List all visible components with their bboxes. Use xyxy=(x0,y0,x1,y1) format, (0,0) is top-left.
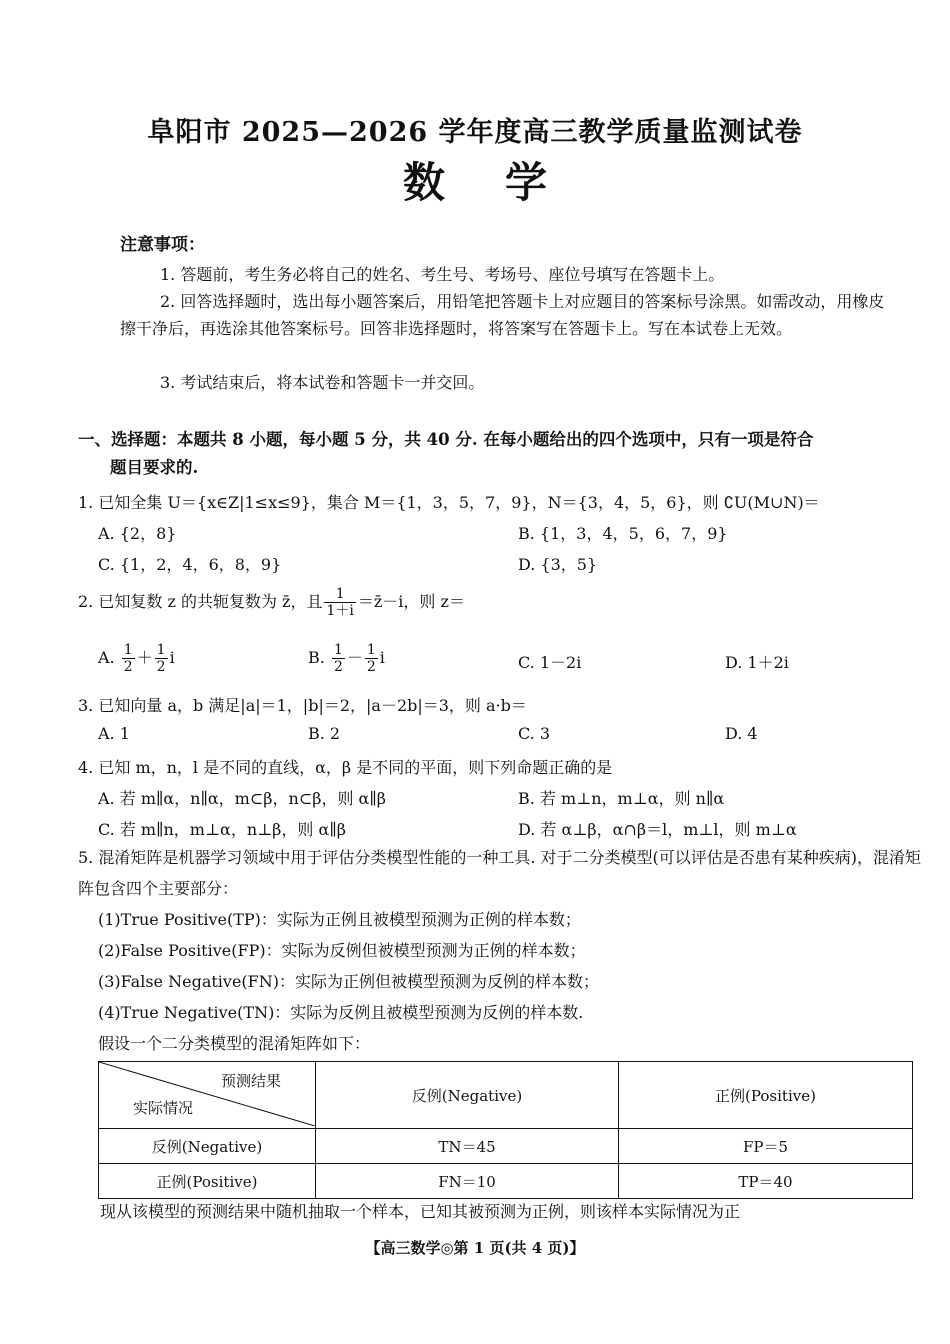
question-2-stem-pre: 2. 已知复数 z 的共轭复数为 z̄，且 xyxy=(78,592,323,611)
table-row xyxy=(99,1164,913,1199)
fraction xyxy=(155,642,168,675)
cell-fn: FN＝10 xyxy=(316,1164,619,1199)
page-footer: 【高三数学◎第 1 页(共 4 页)】 xyxy=(365,1239,585,1257)
table-header-row xyxy=(99,1062,913,1129)
question-5-item-1: (1)True Positive(TP)：实际为正例且被模型预测为正例的样本数； xyxy=(98,910,581,929)
question-2-stem-post: ＝z̄－i，则 z＝ xyxy=(357,592,465,611)
diagonal-line xyxy=(99,1062,315,1126)
table-corner-cell xyxy=(99,1062,316,1129)
notes-heading: 注意事项： xyxy=(120,235,205,255)
fraction-numerator: 1 xyxy=(156,642,166,658)
question-5-assumption: 假设一个二分类模型的混淆矩阵如下： xyxy=(98,1034,371,1053)
question-5-intro: 5. 混淆矩阵是机器学习领域中用于评估分类模型性能的一种工具. 对于二分类模型(可以评估是否患有某种疾病)，混淆矩阵包含四个主要部分： xyxy=(78,848,922,898)
imaginary-unit: i xyxy=(169,648,175,667)
question-3-option-c: C. 3 xyxy=(518,724,551,743)
question-4-option-a: A. 若 m∥α，n∥α，m⊂β，n⊂β，则 α∥β xyxy=(98,789,387,808)
question-1-option-a: A. {2，8} xyxy=(98,524,177,543)
option-label: B. xyxy=(308,648,325,667)
question-5-item-2: (2)False Positive(FP)：实际为反例但被模型预测为正例的样本数； xyxy=(98,941,586,960)
fraction-numerator: 1 xyxy=(123,642,133,658)
question-2-fraction xyxy=(324,586,355,619)
fraction-numerator: 1 xyxy=(366,642,376,658)
fraction xyxy=(365,642,378,675)
question-3-option-b: B. 2 xyxy=(308,724,341,743)
operator: ＋ xyxy=(136,648,153,667)
row-header-negative: 反例(Negative) xyxy=(99,1129,316,1164)
note-item-3: 3. 考试结束后，将本试卷和答题卡一并交回。 xyxy=(160,373,485,392)
question-2-option-c: C. 1－2i xyxy=(518,653,582,672)
note-item-1: 1. 答题前，考生务必将自己的姓名、考生号、考场号、座位号填写在答题卡上。 xyxy=(160,265,725,284)
question-4-option-c: C. 若 m∥n，m⊥α，n⊥β，则 α∥β xyxy=(98,820,346,839)
question-3-option-d: D. 4 xyxy=(725,724,758,743)
question-5-tail: 现从该模型的预测结果中随机抽取一个样本，已知其被预测为正例，则该样本实际情况为正 xyxy=(100,1202,741,1221)
fraction xyxy=(122,642,135,675)
note-item-2: 2. 回答选择题时，选出每小题答案后，用铅笔把答题卡上对应题目的答案标号涂黑。如需改动，用橡皮擦干净后，再选涂其他答案标号。回答非选择题时，将答案写在答题卡上。写在本试卷上无效。 xyxy=(120,292,885,338)
fraction-denominator: 1＋i xyxy=(326,603,354,619)
fraction-numerator: 1 xyxy=(333,642,343,658)
imaginary-unit: i xyxy=(379,648,385,667)
corner-label-actual: 实际情况 xyxy=(133,1099,194,1117)
option-label: A. xyxy=(98,648,115,667)
fraction-numerator: 1 xyxy=(324,586,355,603)
operator: － xyxy=(346,648,363,667)
question-4-option-d: D. 若 α⊥β，α∩β＝l，m⊥l，则 m⊥α xyxy=(518,820,797,839)
question-3-option-a: A. 1 xyxy=(98,724,130,743)
table-row xyxy=(99,1129,913,1164)
section-heading-line2: 题目要求的. xyxy=(110,458,199,477)
question-2-option-a xyxy=(98,642,175,675)
section-heading-line1: 一、选择题：本题共 8 小题，每小题 5 分，共 40 分. 在每小题给出的四个选项中，只有一项是符合 xyxy=(78,430,814,449)
cell-tn: TN＝45 xyxy=(316,1129,619,1164)
cell-fp: FP＝5 xyxy=(619,1129,913,1164)
row-header-positive: 正例(Positive) xyxy=(99,1164,316,1199)
question-2-option-d: D. 1＋2i xyxy=(725,653,789,672)
corner-label-predicted: 预测结果 xyxy=(220,1072,281,1090)
confusion-matrix-table xyxy=(98,1061,913,1199)
question-1-option-b: B. {1，3，4，5，6，7，9} xyxy=(518,524,728,543)
question-4-stem: 4. 已知 m，n，l 是不同的直线，α，β 是不同的平面，则下列命题正确的是 xyxy=(78,758,613,777)
section-heading xyxy=(78,426,928,482)
fraction xyxy=(332,642,345,675)
question-1-stem: 1. 已知全集 U＝{x∈Z|1≤x≤9}，集合 M＝{1，3，5，7，9}，N＝{3，4，5，6}，则 ∁U(M∪N)＝ xyxy=(78,493,820,512)
fraction-denominator: 2 xyxy=(333,659,343,675)
fraction-denominator: 2 xyxy=(156,659,166,675)
question-5-item-3: (3)False Negative(FN)：实际为正例但被模型预测为反例的样本数； xyxy=(98,972,599,991)
column-header-positive: 正例(Positive) xyxy=(619,1062,913,1129)
question-3-stem: 3. 已知向量 a，b 满足|a|＝1，|b|＝2，|a－2b|＝3，则 a·b＝ xyxy=(78,696,527,715)
question-1-option-d: D. {3，5} xyxy=(518,555,598,574)
subject-title: 数学 xyxy=(402,158,607,207)
question-1-option-c: C. {1，2，4，6，8，9} xyxy=(98,555,282,574)
fraction-denominator: 2 xyxy=(366,659,376,675)
cell-tp: TP＝40 xyxy=(619,1164,913,1199)
question-2-option-b xyxy=(308,642,385,675)
question-4-option-b: B. 若 m⊥n，m⊥α，则 n∥α xyxy=(518,789,725,808)
column-header-negative: 反例(Negative) xyxy=(316,1062,619,1129)
fraction-denominator: 2 xyxy=(123,659,133,675)
question-5-item-4: (4)True Negative(TN)：实际为反例且被模型预测为反例的样本数. xyxy=(98,1003,584,1022)
exam-title: 阜阳市 2025—2026 学年度高三教学质量监测试卷 xyxy=(147,117,803,148)
question-2-stem xyxy=(78,586,465,619)
